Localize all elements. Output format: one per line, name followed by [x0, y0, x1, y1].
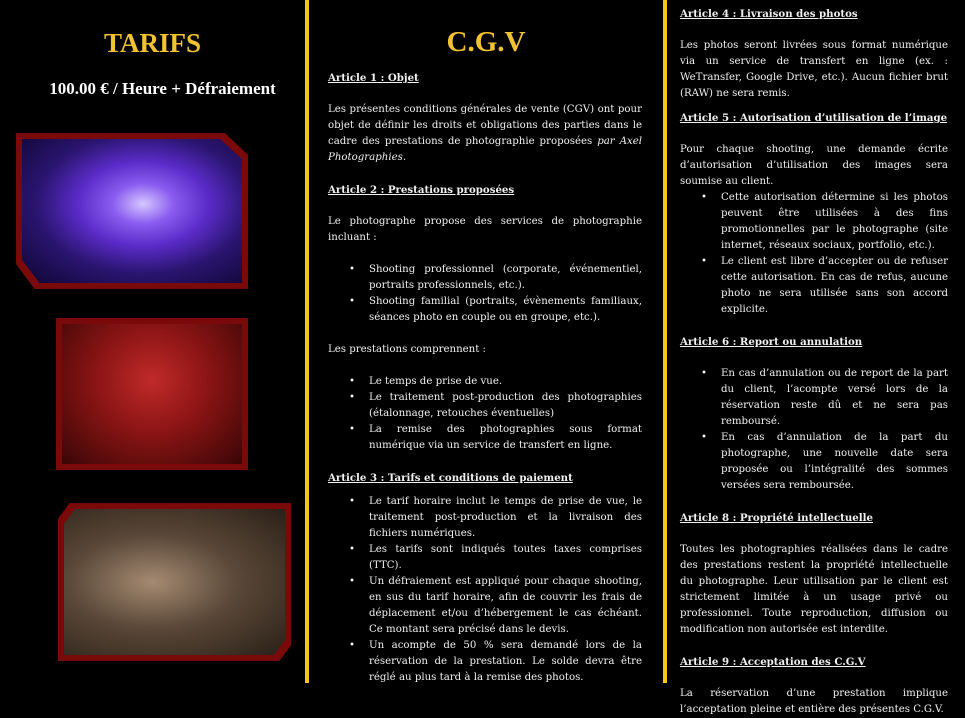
- party-photo: [16, 133, 248, 289]
- services-list: [328, 262, 642, 326]
- party-photo-image: [22, 139, 242, 283]
- includes-intro: Les prestations comprennent :: [328, 344, 486, 355]
- article-4-text: Les photos seront livrées sous format numérique via un service de transfert en ligne (ex. : WeTransfer, Google Drive, etc.). Aucun fichier brut (RAW) ne sera remis.: [680, 40, 948, 99]
- list-item: • Le client est libre d’accepter ou de refuser cette autorisation. En cas de refus, aucune photo ne sera utilisée sans son accord explicite.: [721, 254, 948, 318]
- article-2-intro: Le photographe propose des services de photographie incluant :: [328, 216, 642, 243]
- list-item: • Un acompte de 50 % sera demandé lors de la réservation de la prestation. Le solde devra être réglé au plus tard à la remise des photos.: [369, 638, 642, 686]
- article-3-title: Article 3 : Tarifs et conditions de paiement: [328, 472, 573, 484]
- authorization-list: [680, 190, 948, 318]
- price-text: 100.00 € / Heure + Défraiement: [49, 79, 276, 98]
- couch-photo-image: [62, 324, 242, 464]
- article-5-text: Pour chaque shooting, une demande écrite d’autorisation d’utilisation des images sera soumise au client.: [680, 144, 948, 187]
- article-1-title: Article 1 : Objet: [328, 72, 419, 84]
- list-item: • La remise des photographies sous format numérique via un service de transfert en ligne.: [369, 422, 642, 454]
- column-divider-left: [305, 0, 309, 683]
- list-item: • Les tarifs sont indiqués toutes taxes comprises (TTC).: [369, 542, 642, 574]
- article-6-title: Article 6 : Report ou annulation: [680, 336, 863, 348]
- list-item: • Le tarif horaire inclut le temps de prise de vue, le traitement post-production et la livraison des fichiers numériques.: [369, 494, 642, 542]
- couch-photo: [56, 318, 248, 470]
- cgv-articles-1-3: [328, 70, 642, 686]
- article-1-body: Les présentes conditions générales de vente (CGV) ont pour objet de définir les droits et obligations des parties dans le cadre des prestations de photographie proposées: [328, 104, 642, 147]
- includes-list: [328, 374, 642, 454]
- article-9-title: Article 9 : Acceptation des C.G.V: [680, 656, 866, 668]
- article-2-title: Article 2 : Prestations proposées: [328, 184, 515, 196]
- tarifs-title: TARIFS: [103, 28, 202, 58]
- list-item: • Cette autorisation détermine si les photos peuvent être utilisées à des fins promotionnelles par le photographe (site internet, réseaux sociaux, portfolio, etc.).: [721, 190, 948, 254]
- hats-photo-image: [64, 509, 285, 655]
- list-item: • Le traitement post-production des photographies (étalonnage, retouches éventuelles): [369, 390, 642, 422]
- article-1-company: par Axel Photographies.: [328, 136, 642, 163]
- tarifs-conditions-list: [328, 494, 642, 686]
- article-8-title: Article 8 : Propriété intellectuelle: [680, 512, 873, 524]
- list-item: • Shooting familial (portraits, évènements familiaux, séances photo en couple ou en groupe, etc.).: [369, 294, 642, 326]
- column-divider-right: [663, 0, 667, 683]
- article-1-text: [328, 102, 642, 166]
- hats-photo: [58, 503, 291, 661]
- list-item: • Shooting professionnel (corporate, événementiel, portraits professionnels, etc.).: [369, 262, 642, 294]
- cancellation-list: [680, 366, 948, 494]
- article-9-text: La réservation d’une prestation implique l’acceptation pleine et entière des présentes C.G.V.: [680, 688, 948, 715]
- article-4-title: Article 4 : Livraison des photos: [680, 8, 858, 20]
- article-8-text: Toutes les photographies réalisées dans le cadre des prestations restent la propriété intellectuelle du photographe. Leur utilisation par le client est strictement limitée à un usage privé ou professionnel. Toute reproduction, diffusion ou modification non autorisée est interdite.: [680, 544, 948, 635]
- cgv-title: C.G.V: [446, 26, 526, 58]
- list-item: • En cas d’annulation ou de report de la part du client, l’acompte versé lors de la réservation reste dû et ne sera pas remboursé.: [721, 366, 948, 430]
- cgv-articles-4-9: [680, 6, 948, 718]
- article-5-title: Article 5 : Autorisation d’utilisation de l’image: [680, 112, 948, 124]
- list-item: • Le temps de prise de vue.: [369, 374, 642, 390]
- list-item: • Un défraiement est appliqué pour chaque shooting, en sus du tarif horaire, afin de couvrir les frais de déplacement et/ou d’hébergement le cas échéant. Ce montant sera précisé dans le devis.: [369, 574, 642, 638]
- list-item: • En cas d’annulation de la part du photographe, une nouvelle date sera proposée ou l’intégralité des sommes versées sera remboursée.: [721, 430, 948, 494]
